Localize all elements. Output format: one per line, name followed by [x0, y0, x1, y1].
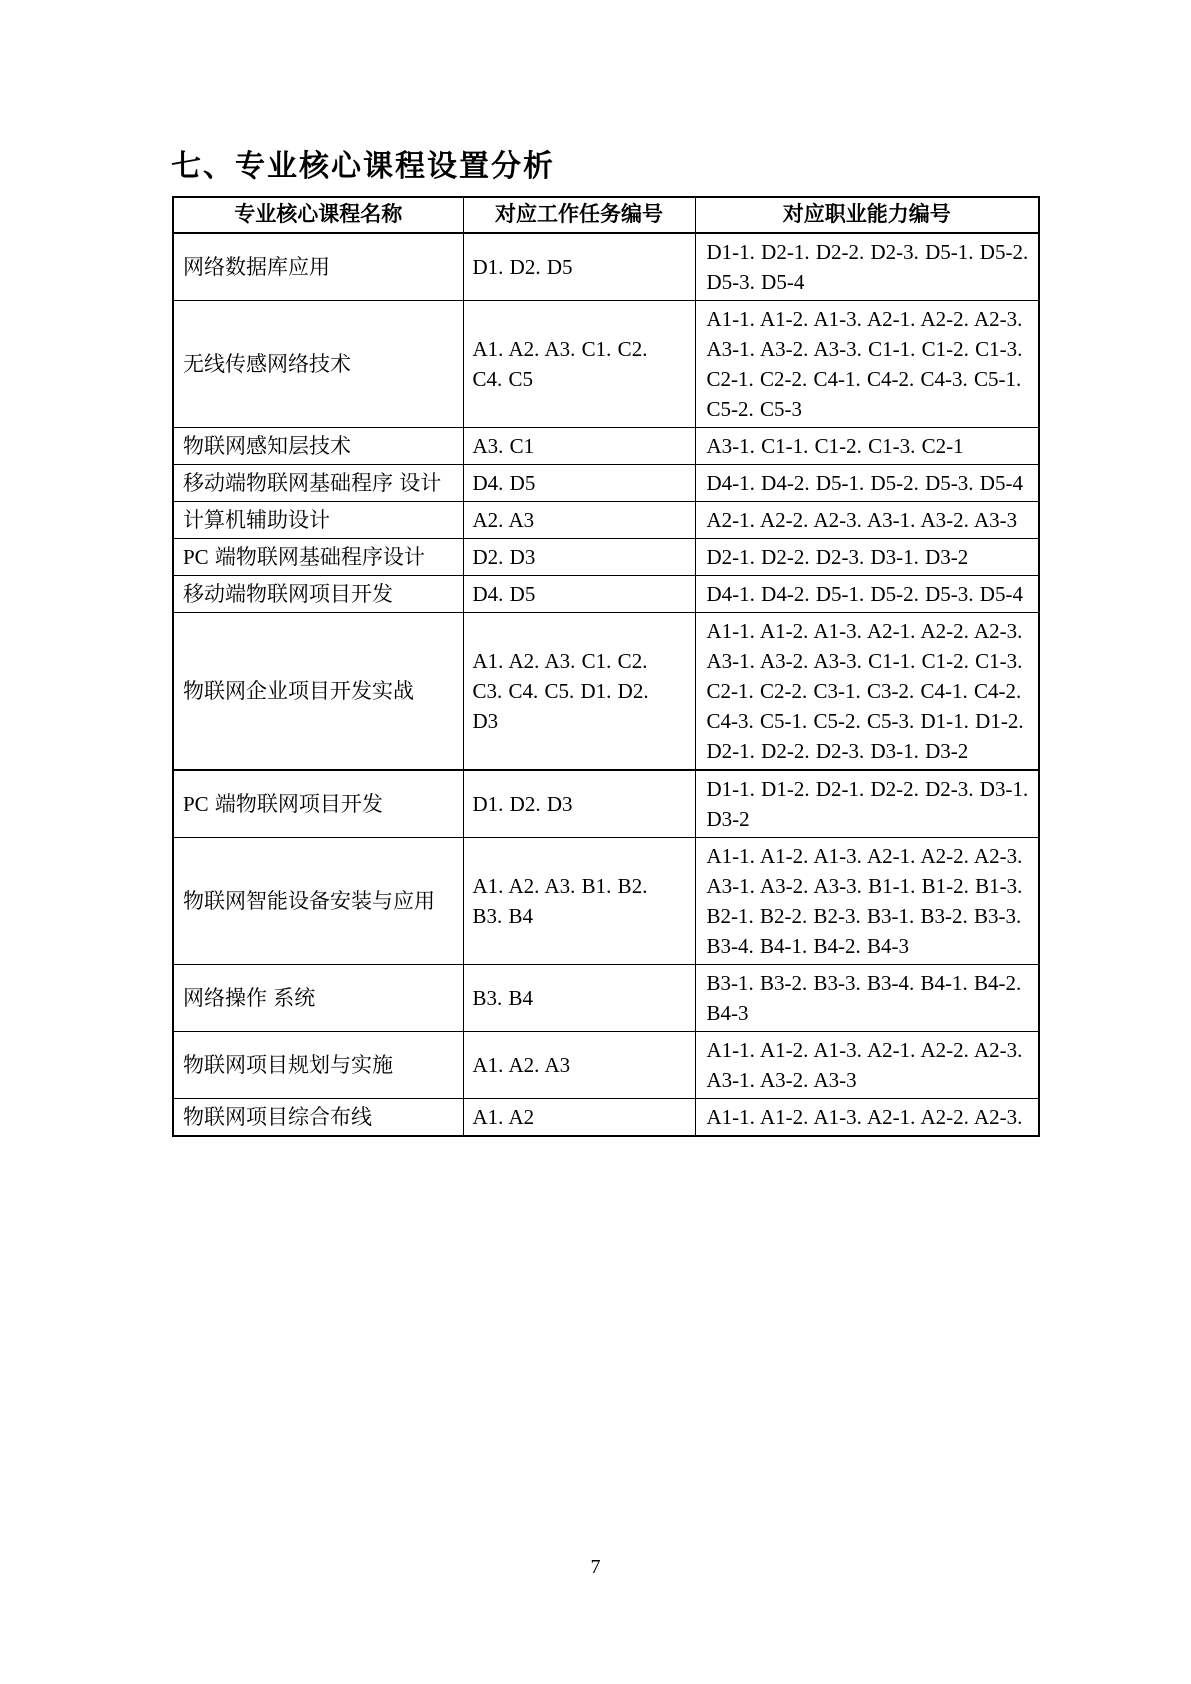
table-row	[173, 428, 1039, 465]
ability-codes-cell: D1-1. D1-2. D2-1. D2-2. D2-3. D3-1. D3-2	[695, 770, 1039, 838]
table-row	[173, 576, 1039, 613]
task-codes-cell: D4. D5	[463, 576, 695, 613]
ability-codes-cell: D4-1. D4-2. D5-1. D5-2. D5-3. D5-4	[695, 465, 1039, 502]
course-name-cell: 物联网感知层技术	[173, 428, 463, 465]
task-codes-cell: D1. D2. D3	[463, 770, 695, 838]
table-row	[173, 965, 1039, 1032]
course-name-cell: 移动端物联网基础程序 设计	[173, 465, 463, 502]
task-codes-cell: A1. A2. A3. B1. B2. B3. B4	[463, 838, 695, 965]
table-row	[173, 1032, 1039, 1099]
table-row	[173, 1099, 1039, 1137]
task-codes-cell: D1. D2. D5	[463, 233, 695, 301]
course-name-cell: 物联网智能设备安装与应用	[173, 838, 463, 965]
table-row	[173, 770, 1039, 838]
task-codes-cell: A1. A2. A3. C1. C2. C3. C4. C5. D1. D2. D3	[463, 613, 695, 771]
table-row	[173, 539, 1039, 576]
header-ability-codes: 对应职业能力编号	[695, 197, 1039, 233]
task-codes-cell: A1. A2	[463, 1099, 695, 1137]
ability-codes-cell: A3-1. C1-1. C1-2. C1-3. C2-1	[695, 428, 1039, 465]
table-row	[173, 838, 1039, 965]
ability-codes-cell: A1-1. A1-2. A1-3. A2-1. A2-2. A2-3. A3-1. A3-2. A3-3. C1-1. C1-2. C1-3. C2-1. C2-2. C4-1. C4-2. C4-3. C5-1. C5-2. C5-3	[695, 301, 1039, 428]
ability-codes-cell: D2-1. D2-2. D2-3. D3-1. D3-2	[695, 539, 1039, 576]
ability-codes-cell: A1-1. A1-2. A1-3. A2-1. A2-2. A2-3. A3-1. A3-2. A3-3	[695, 1032, 1039, 1099]
table-row	[173, 465, 1039, 502]
ability-codes-cell: A1-1. A1-2. A1-3. A2-1. A2-2. A2-3. A3-1. A3-2. A3-3. B1-1. B1-2. B1-3. B2-1. B2-2. B2-3. B3-1. B3-2. B3-3. B3-4. B4-1. B4-2. B4-3	[695, 838, 1039, 965]
course-name-cell: PC 端物联网项目开发	[173, 770, 463, 838]
table-body	[173, 233, 1039, 1136]
course-name-cell: 计算机辅助设计	[173, 502, 463, 539]
table-row	[173, 502, 1039, 539]
course-name-cell: PC 端物联网基础程序设计	[173, 539, 463, 576]
ability-codes-cell: D4-1. D4-2. D5-1. D5-2. D5-3. D5-4	[695, 576, 1039, 613]
table-header-row	[173, 197, 1039, 233]
task-codes-cell: D4. D5	[463, 465, 695, 502]
core-course-table	[172, 196, 1040, 1137]
ability-codes-cell: B3-1. B3-2. B3-3. B3-4. B4-1. B4-2. B4-3	[695, 965, 1039, 1032]
table-row	[173, 301, 1039, 428]
ability-codes-cell: A2-1. A2-2. A2-3. A3-1. A3-2. A3-3	[695, 502, 1039, 539]
table-row	[173, 233, 1039, 301]
task-codes-cell: D2. D3	[463, 539, 695, 576]
task-codes-cell: A3. C1	[463, 428, 695, 465]
header-task-codes: 对应工作任务编号	[463, 197, 695, 233]
ability-codes-cell: A1-1. A1-2. A1-3. A2-1. A2-2. A2-3. A3-1. A3-2. A3-3. C1-1. C1-2. C1-3. C2-1. C2-2. C3-1. C3-2. C4-1. C4-2. C4-3. C5-1. C5-2. C5-3. D1-1. D1-2. D2-1. D2-2. D2-3. D3-1. D3-2	[695, 613, 1039, 771]
ability-codes-cell: D1-1. D2-1. D2-2. D2-3. D5-1. D5-2. D5-3. D5-4	[695, 233, 1039, 301]
ability-codes-cell: A1-1. A1-2. A1-3. A2-1. A2-2. A2-3.	[695, 1099, 1039, 1137]
header-course-name: 专业核心课程名称	[173, 197, 463, 233]
task-codes-cell: A1. A2. A3. C1. C2. C4. C5	[463, 301, 695, 428]
task-codes-cell: B3. B4	[463, 965, 695, 1032]
course-name-cell: 网络数据库应用	[173, 233, 463, 301]
course-name-cell: 网络操作 系统	[173, 965, 463, 1032]
course-name-cell: 移动端物联网项目开发	[173, 576, 463, 613]
course-name-cell: 物联网项目综合布线	[173, 1099, 463, 1137]
table-row	[173, 613, 1039, 771]
course-name-cell: 物联网项目规划与实施	[173, 1032, 463, 1099]
course-name-cell: 无线传感网络技术	[173, 301, 463, 428]
page-number: 7	[590, 1556, 601, 1578]
page-title: 七、专业核心课程设置分析	[171, 150, 555, 183]
course-name-cell: 物联网企业项目开发实战	[173, 613, 463, 771]
task-codes-cell: A1. A2. A3	[463, 1032, 695, 1099]
task-codes-cell: A2. A3	[463, 502, 695, 539]
